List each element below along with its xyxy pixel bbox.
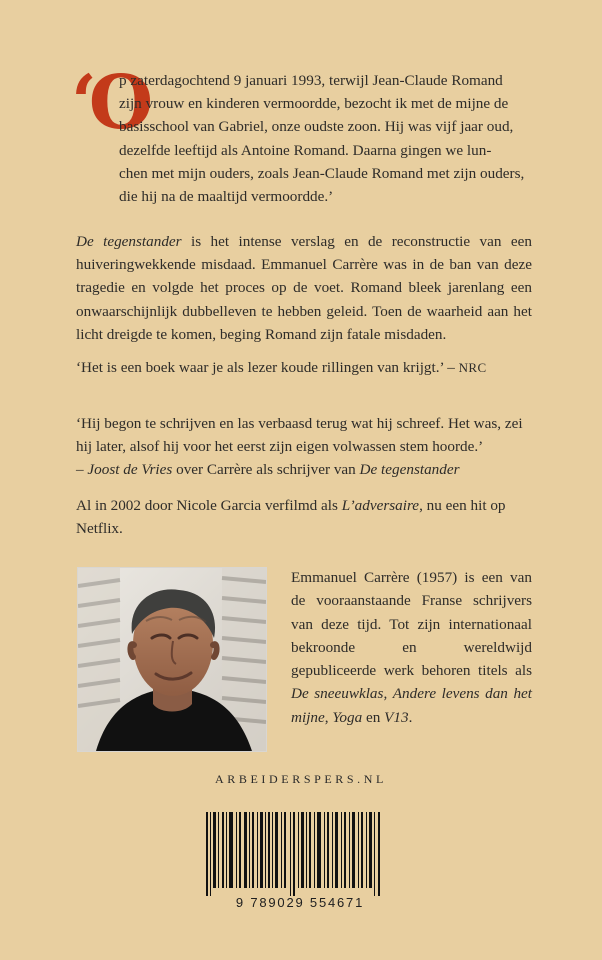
book-description-text: is het intense verslag en de reconstructie van een huiveringwekkende misdaad. Emmanuel Carrère was in de ban van deze tragedie en volgde het proces op de voet. Romand bleek jarenlang een onwaarschijnlijk dubbelleven te hebben geleid. Toen de waarheid aan het licht dreigde te komen, beging Romand zijn fatale misdaden. (76, 233, 532, 343)
isbn-barcode (190, 806, 410, 926)
film-title: L’adversaire (341, 497, 420, 514)
film-note-suffix: , nu een hit op Netflix. (76, 497, 506, 538)
quote-line-3: basisschool van Gabriel, onze oudste zoon. Hij was vijf jaar oud, (119, 118, 514, 136)
press-quote-2-prefix: – (76, 461, 88, 479)
press-quote-2-book-title: De tegenstander (359, 461, 460, 479)
press-quote-2-middle: over Carrère als schrijver van (172, 461, 360, 479)
quote-line-4: dezelfde leeftijd als Antoine Romand. Daarna gingen we lun- (119, 141, 492, 159)
press-quote-joost-de-vries (76, 412, 532, 482)
press-quote-2-author: Joost de Vries (87, 461, 173, 479)
quote-line-1: p zaterdagochtend 9 januari 1993, terwijl Jean-Claude Romand (119, 72, 503, 89)
opening-quote-paragraph (76, 69, 532, 208)
film-note-prefix: Al in 2002 door Nicole Garcia verfilmd als (76, 497, 342, 514)
quote-line-2: zijn vrouw en kinderen vermoordde, bezocht ik met de mijne de (119, 95, 509, 113)
book-title-inline: De tegenstander (76, 233, 182, 250)
press-source-nrc: NRC (458, 360, 487, 375)
author-portrait-illustration (78, 568, 266, 751)
barcode-bars (198, 812, 394, 896)
quote-line-6: die hij na de maaltijd vermoordde.’ (119, 188, 334, 206)
quote-line-5: chen met mijn ouders, zoals Jean-Claude Romand met zijn ouders, (119, 164, 525, 182)
bio-title-de-sneeuwklas: De sneeuwklas (291, 685, 384, 703)
press-quote-nrc (76, 356, 532, 379)
bio-ending: . (408, 708, 413, 726)
isbn-digits: 9 789029 554671 (235, 895, 365, 910)
bio-separator-3: en (362, 708, 385, 726)
bio-separator-1: , (383, 685, 393, 703)
author-photo (77, 567, 267, 752)
author-bio (291, 566, 532, 729)
author-bio-text: Emmanuel Carrère (1957) is een van de vooraanstaande Franse schrijvers van deze tijd. Tot zijn internationaal bekroonde en wereldwijd gepubliceerde werk behoren titels als (291, 569, 532, 680)
press-quote-text: ‘Het is een boek waar je als lezer koude rillingen van krijgt.’ – (76, 359, 459, 376)
film-adaptation-note (76, 494, 532, 540)
decorative-drop-cap: ‘O (71, 60, 146, 146)
book-description-paragraph (76, 230, 532, 346)
bio-title-v13: V13 (384, 708, 409, 726)
press-quote-2-text: ‘Hij begon te schrijven en las verbaasd terug wat hij schreef. Het was, zei hij later, alsof hij voor het eerst zijn eigen volwassen stem hoorde.’ (76, 415, 523, 456)
bio-separator-2: , (324, 708, 333, 726)
publisher-url: ARBEIDERSPERS.NL (215, 772, 387, 786)
bio-title-yoga: Yoga (332, 708, 363, 726)
bio-title-andere-levens: Andere levens dan het mijne (291, 685, 532, 726)
